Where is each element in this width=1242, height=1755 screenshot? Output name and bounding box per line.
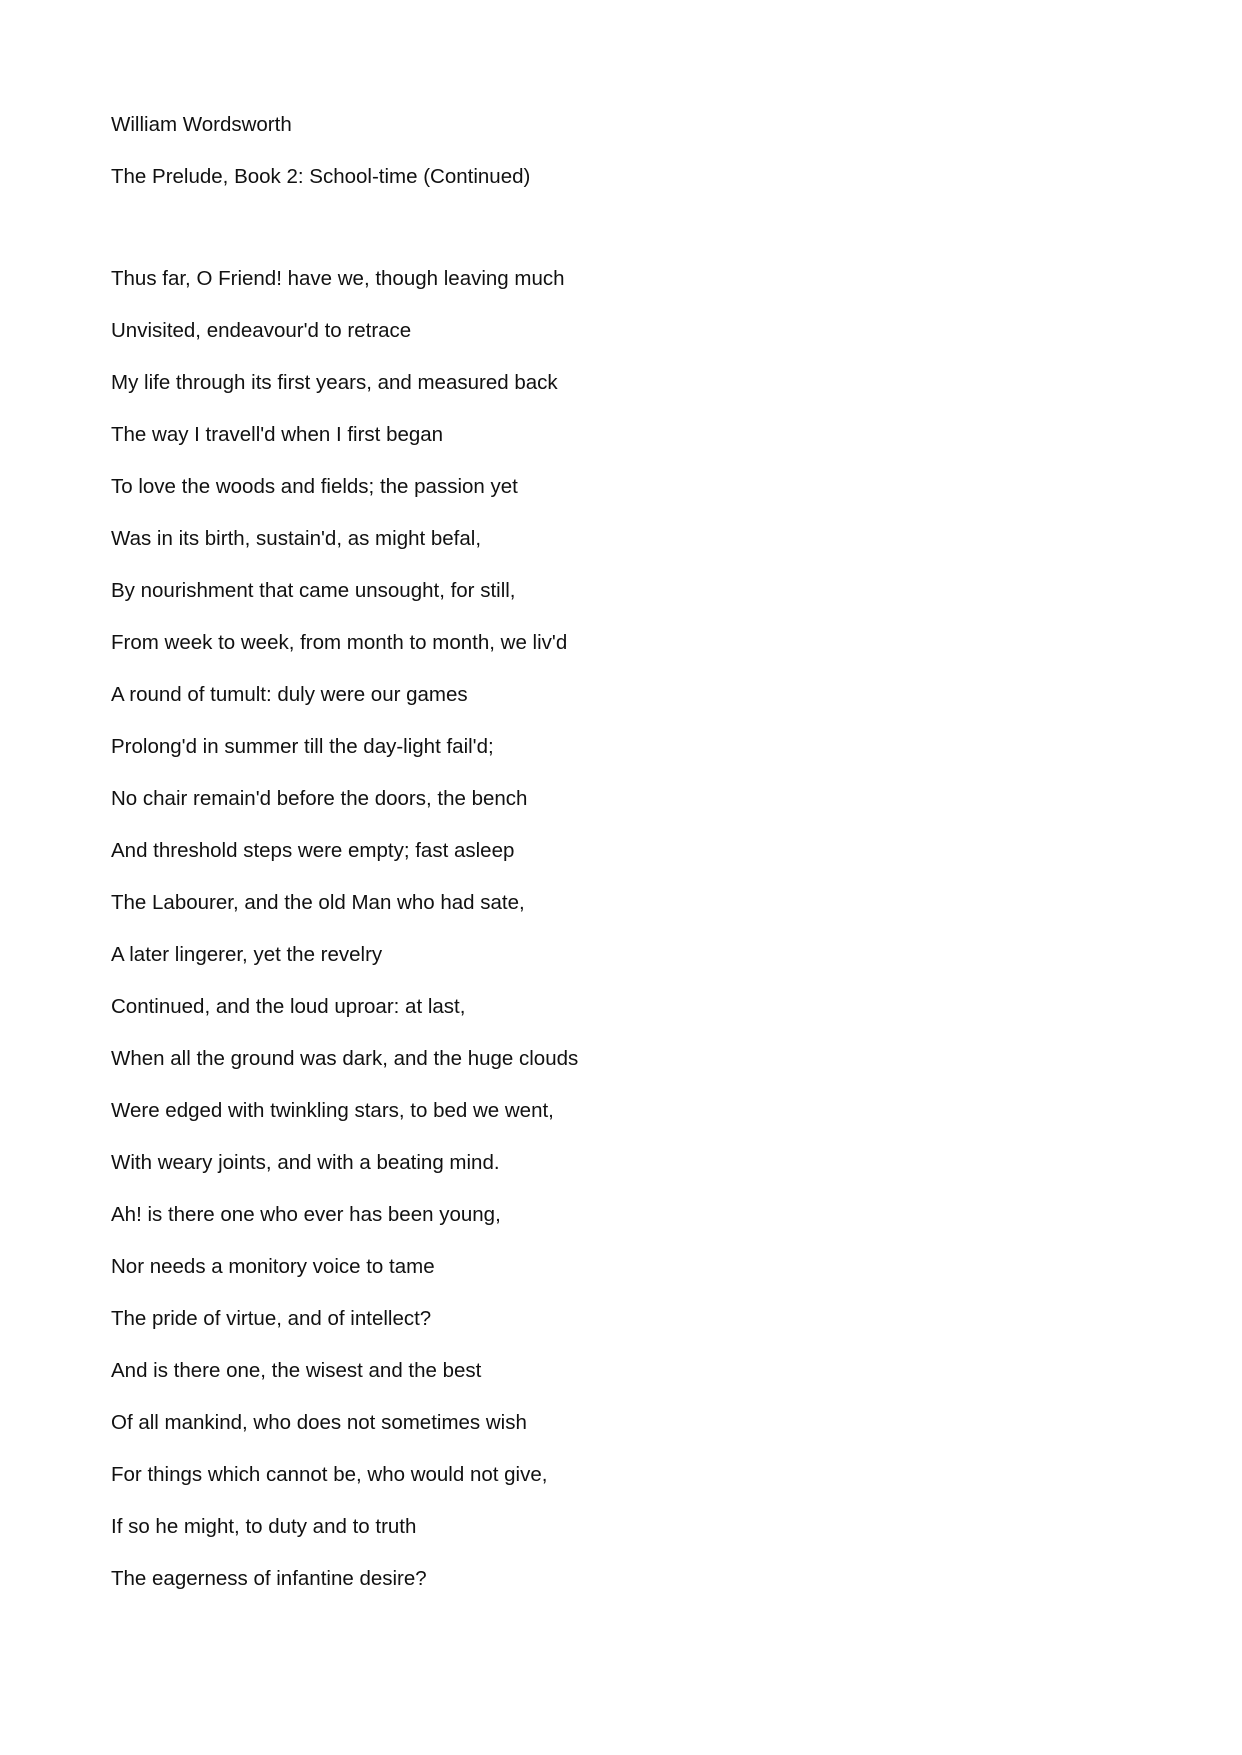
author-name: William Wordsworth [111,113,292,136]
poem-text [111,112,1111,1618]
poem-line: The way I travell'd when I first began [111,423,444,446]
poem-line: My life through its first years, and measured back [111,371,558,394]
poem-line: Was in its birth, sustain'd, as might befal, [111,527,482,550]
poem-line: A round of tumult: duly were our games [111,683,468,706]
poem-line: Unvisited, endeavour'd to retrace [111,319,412,342]
poem-line: The Labourer, and the old Man who had sate, [111,891,525,914]
poem-line: Ah! is there one who ever has been young, [111,1203,501,1226]
poem-line: The eagerness of infantine desire? [111,1567,427,1590]
poem-line: Of all mankind, who does not sometimes wish [111,1411,527,1434]
title-spacer [111,216,1111,266]
poem-title: The Prelude, Book 2: School-time (Continued) [111,165,531,188]
poem-line: Were edged with twinkling stars, to bed we went, [111,1099,554,1122]
poem-line: By nourishment that came unsought, for still, [111,579,516,602]
poem-line: And is there one, the wisest and the best [111,1359,482,1382]
poem-line: Prolong'd in summer till the day-light fail'd; [111,735,494,758]
poem-line: Thus far, O Friend! have we, though leaving much [111,267,565,290]
poem-line: A later lingerer, yet the revelry [111,943,383,966]
poem-lines [111,266,1111,1618]
poem-line: And threshold steps were empty; fast asleep [111,839,515,862]
poem-line: From week to week, from month to month, we liv'd [111,631,568,654]
poem-line: If so he might, to duty and to truth [111,1515,417,1538]
poem-line: With weary joints, and with a beating mind. [111,1151,500,1174]
poem-line: For things which cannot be, who would not give, [111,1463,548,1486]
poem-line: Continued, and the loud uproar: at last, [111,995,466,1018]
poem-line: To love the woods and fields; the passion yet [111,475,518,498]
poem-line: The pride of virtue, and of intellect? [111,1307,432,1330]
poem-line: Nor needs a monitory voice to tame [111,1255,435,1278]
poem-line: When all the ground was dark, and the huge clouds [111,1047,579,1070]
poem-line: No chair remain'd before the doors, the bench [111,787,528,810]
